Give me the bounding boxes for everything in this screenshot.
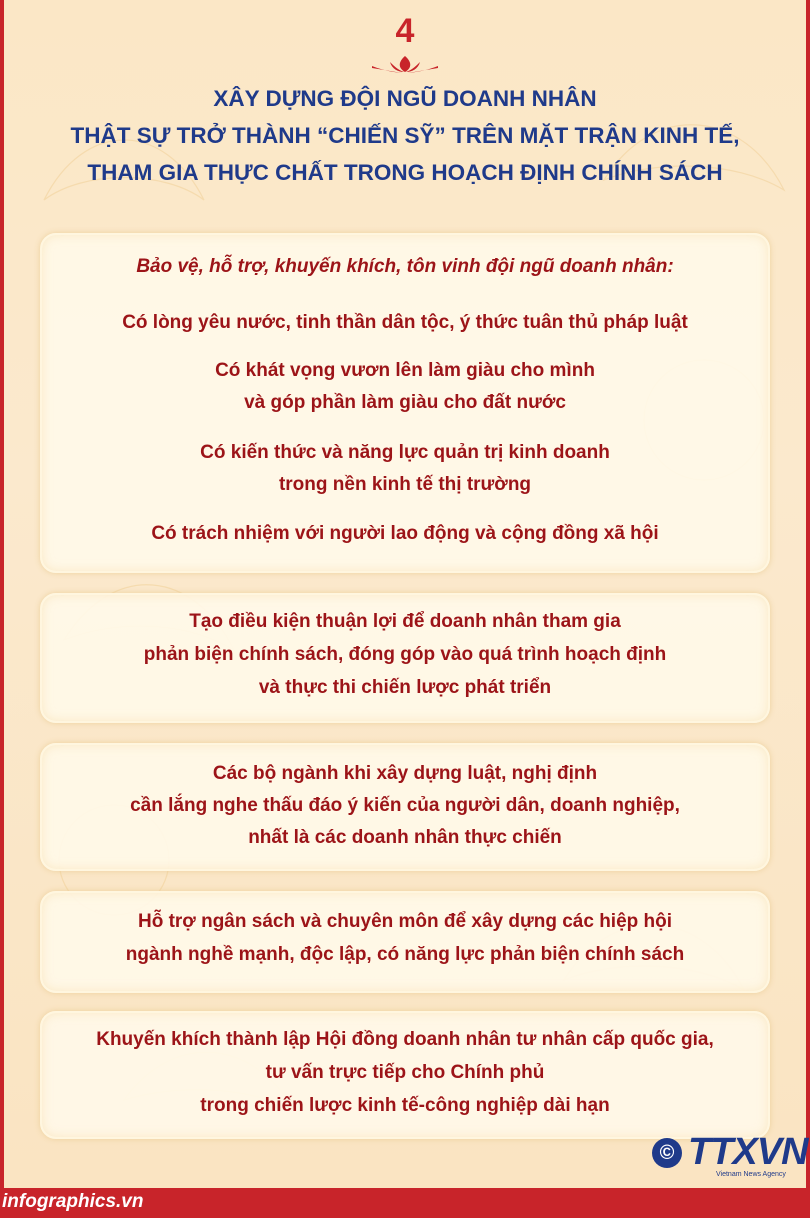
lotus-ornament-icon — [368, 54, 442, 74]
page-title — [0, 80, 810, 191]
card-line: Có kiến thức và năng lực quản trị kinh doanh — [200, 442, 610, 463]
card-line: Có lòng yêu nước, tinh thần dân tộc, ý thức tuân thủ pháp luật — [122, 312, 688, 333]
card-line: phản biện chính sách, đóng góp vào quá trình hoạch định — [143, 644, 667, 665]
card-line: nhất là các doanh nhân thực chiến — [248, 827, 562, 848]
footer-credit: infographics.vn — [2, 1191, 144, 1212]
ttxvn-logo: TTXVN — [688, 1131, 808, 1173]
card-ministries-listen — [40, 743, 770, 871]
card-intro: Bảo vệ, hỗ trợ, khuyến khích, tôn vinh đội ngũ doanh nhân: — [136, 256, 674, 277]
title-line-3: THAM GIA THỰC CHẤT TRONG HOẠCH ĐỊNH CHÍNH SÁCH — [87, 160, 723, 185]
card-support-associations — [40, 891, 770, 993]
agency-subtitle: Vietnam News Agency — [716, 1171, 786, 1178]
card-line: tư vấn trực tiếp cho Chính phủ — [265, 1062, 545, 1083]
card-line: và thực thi chiến lược phát triển — [258, 677, 552, 698]
card-policy-participation — [40, 593, 770, 723]
title-line-2: THẬT SỰ TRỞ THÀNH “CHIẾN SỸ” TRÊN MẶT TRẬN KINH TẾ, — [70, 123, 740, 148]
card-protect-support-entrepreneurs — [40, 233, 770, 573]
card-line: trong nền kinh tế thị trường — [278, 474, 532, 495]
card-line: Các bộ ngành khi xây dựng luật, nghị định — [212, 763, 598, 784]
card-line: Có khát vọng vươn lên làm giàu cho mình — [215, 360, 595, 381]
card-line: trong chiến lược kinh tế-công nghiệp dài hạn — [200, 1095, 610, 1116]
card-line: Hỗ trợ ngân sách và chuyên môn để xây dựng các hiệp hội — [137, 911, 673, 932]
section-number: 4 — [395, 12, 415, 50]
card-line: Tạo điều kiện thuận lợi để doanh nhân tham gia — [189, 611, 621, 632]
card-line: cần lắng nghe thấu đáo ý kiến của người dân, doanh nghiệp, — [130, 795, 680, 816]
copyright-icon: © — [652, 1138, 682, 1168]
card-line: và góp phần làm giàu cho đất nước — [244, 392, 566, 413]
card-national-council — [40, 1011, 770, 1139]
card-line: Có trách nhiệm với người lao động và cộng đồng xã hội — [151, 523, 659, 544]
card-line: ngành nghề mạnh, độc lập, có năng lực phản biện chính sách — [125, 944, 685, 965]
title-line-1: XÂY DỰNG ĐỘI NGŨ DOANH NHÂN — [213, 86, 597, 111]
card-line: Khuyến khích thành lập Hội đồng doanh nhân tư nhân cấp quốc gia, — [96, 1029, 714, 1050]
